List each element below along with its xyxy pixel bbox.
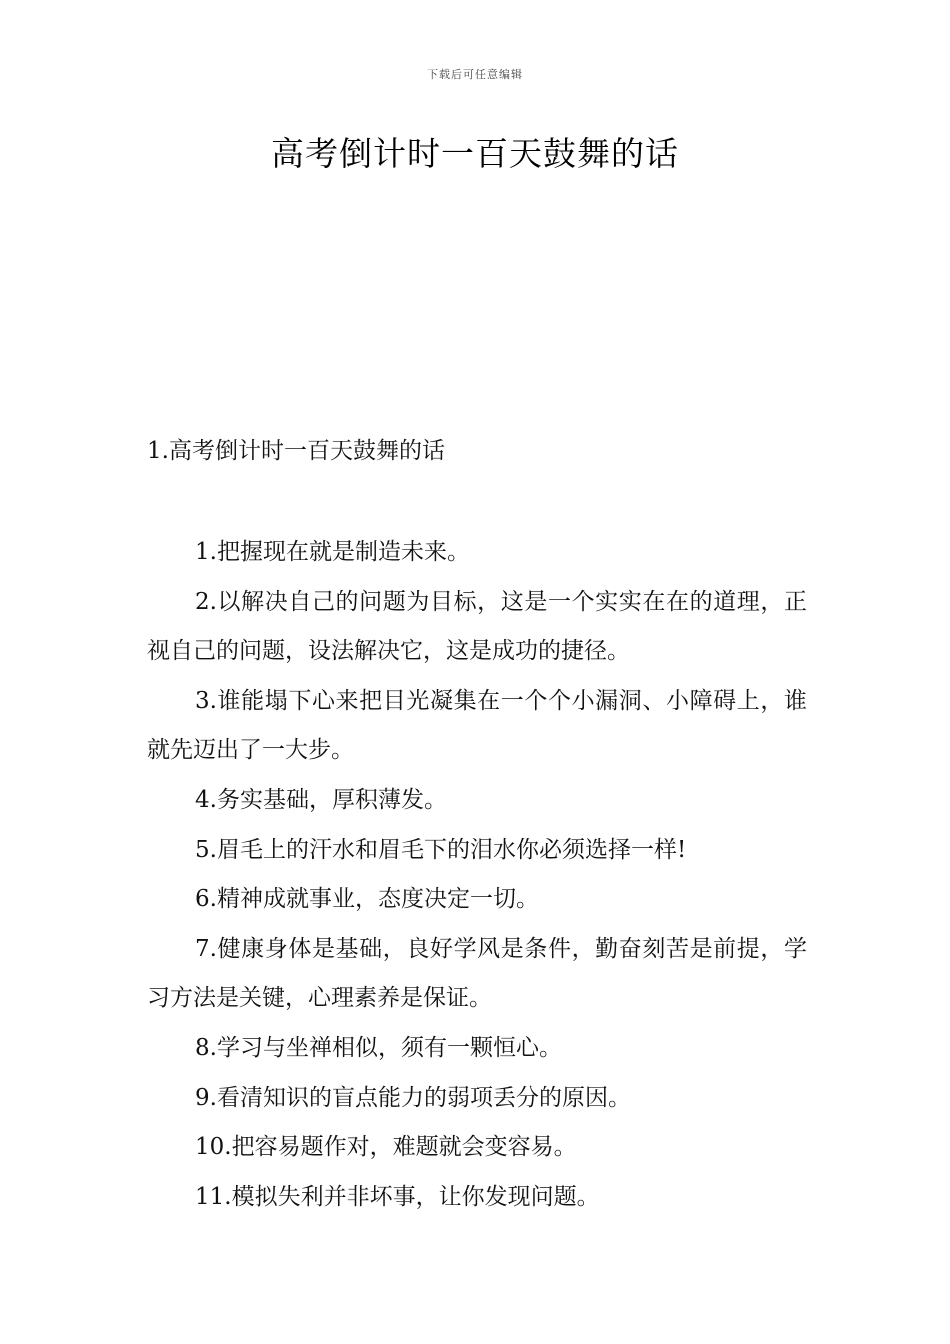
list-item: 5.眉毛上的汗水和眉毛下的泪水你必须选择一样! — [195, 836, 687, 863]
list-item: 8.学习与坐禅相似，须有一颗恒心。 — [195, 1034, 562, 1061]
list-item: 2.以解决自己的问题为目标，这是一个实实在在的道理，正视自己的问题，设法解决它，这是成功的捷径。 — [147, 588, 807, 665]
document-title: 高考倒计时一百天鼓舞的话 — [271, 134, 679, 173]
list-item: 9.看清知识的盲点能力的弱项丢分的原因。 — [195, 1084, 631, 1111]
list-item: 11.模拟失利并非坏事，让你发现问题。 — [195, 1183, 600, 1210]
list-item: 4.务实基础，厚积薄发。 — [195, 786, 447, 813]
list-item: 6.精神成就事业，态度决定一切。 — [195, 886, 539, 913]
list-item: 3.谁能塌下心来把目光凝集在一个个小漏洞、小障碍上，谁就先迈出了一大步。 — [147, 687, 807, 764]
list-item: 7.健康身体是基础，良好学风是条件，勤奋刻苦是前提，学习方法是关键，心理素养是保证。 — [147, 935, 807, 1012]
list-item: 10.把容易题作对，难题就会变容易。 — [195, 1134, 577, 1161]
list-item: 1.把握现在就是制造未来。 — [195, 539, 470, 565]
section-heading: 1.高考倒计时一百天鼓舞的话 — [147, 438, 445, 464]
header-note: 下载后可任意编辑 — [427, 68, 523, 81]
quote-list — [147, 528, 807, 1222]
